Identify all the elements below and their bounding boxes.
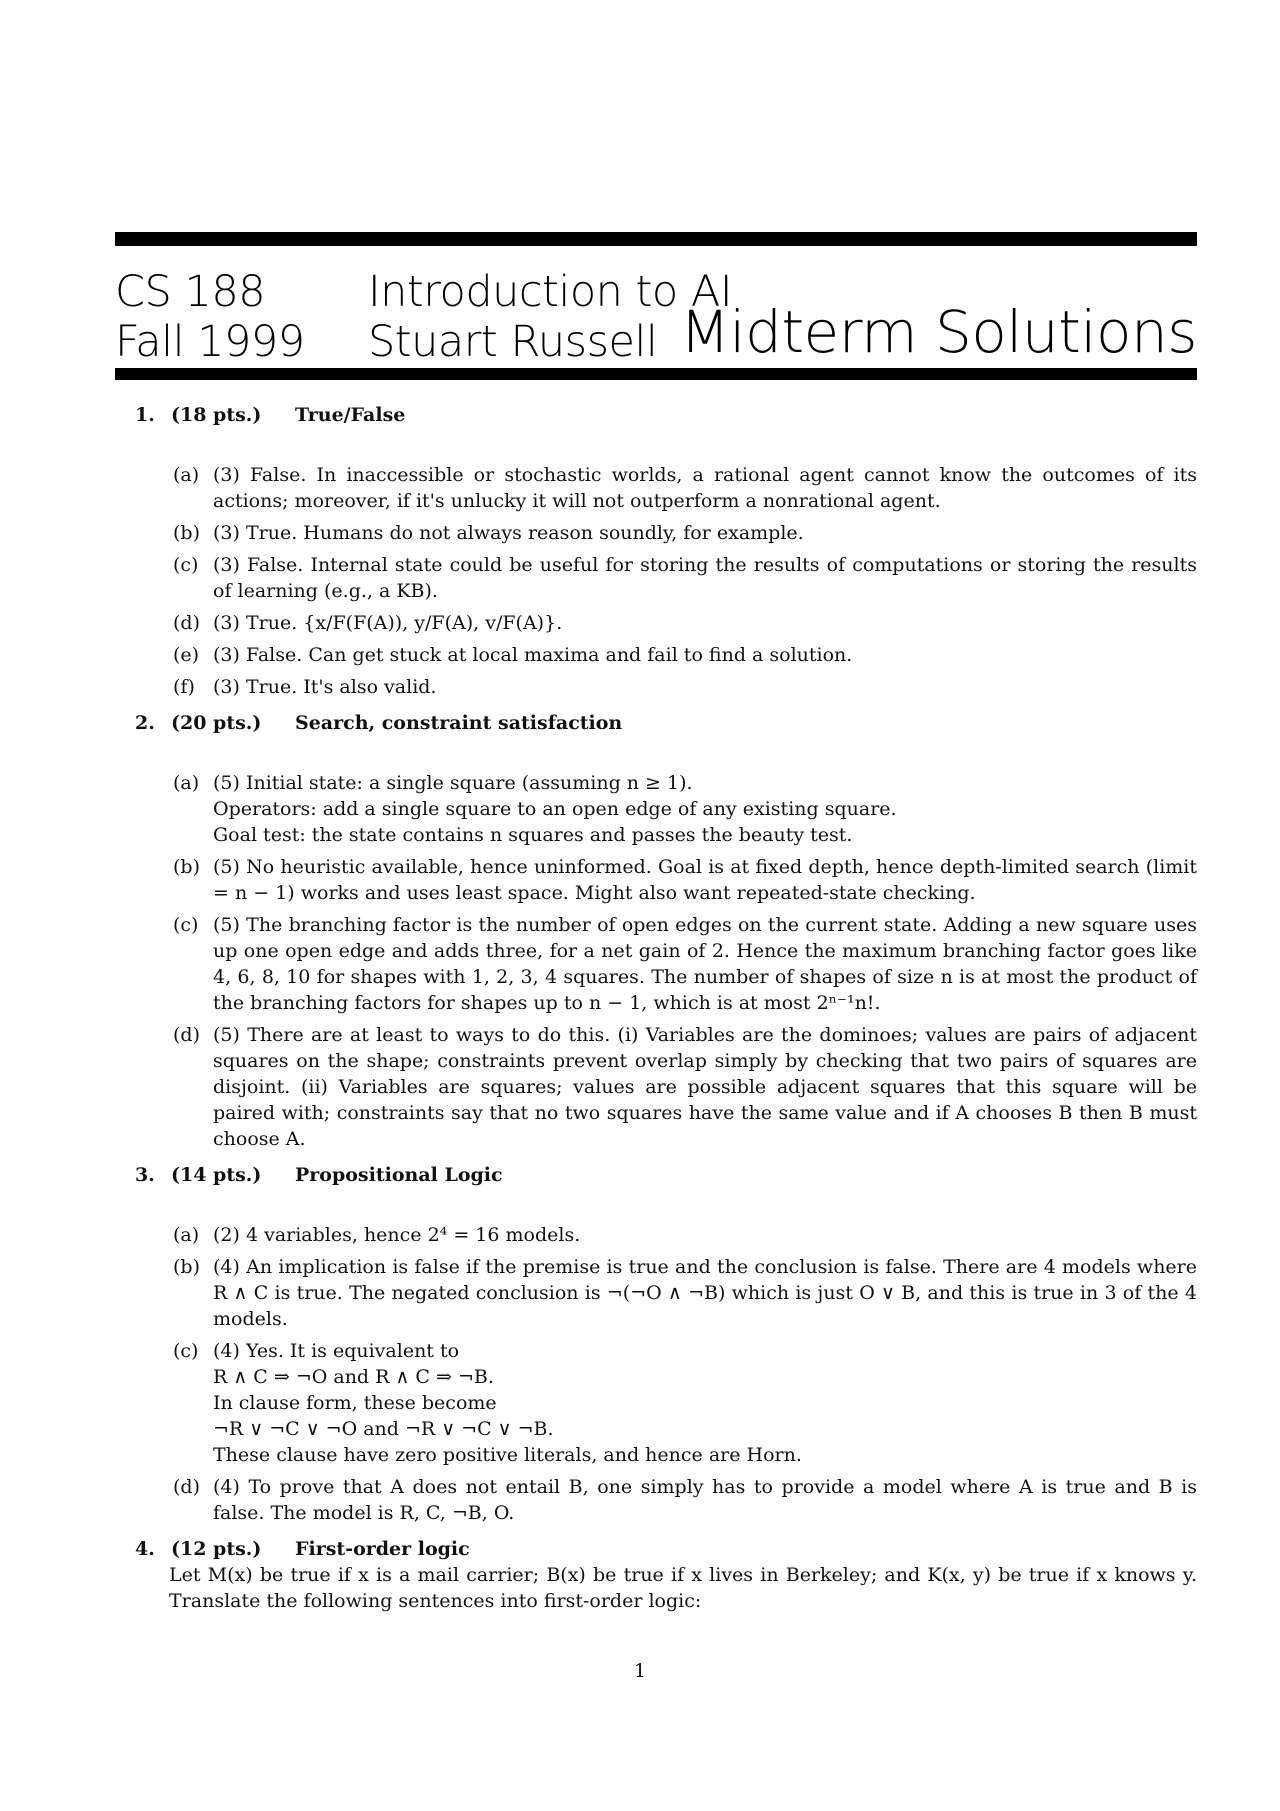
item-body <box>213 1222 1197 1248</box>
section-heading <box>135 1162 1197 1188</box>
item-line: (4) An implication is false if the premise is true and the conclusion is false. There are 4 models where R ∧ C is true. The negated conclusion is ¬(¬O ∧ ¬B) which is just O ∨ B, and this is true in 3 of the 4 models. <box>213 1256 1197 1330</box>
section-heading <box>135 402 1197 428</box>
answer-item <box>173 520 1197 546</box>
item-label: (a) <box>173 1224 200 1246</box>
answer-item <box>173 610 1197 636</box>
item-line: In clause form, these become <box>213 1392 497 1414</box>
item-line: (3) False. Can get stuck at local maxima and fail to find a solution. <box>213 644 853 666</box>
header-rule-bottom <box>115 368 1197 380</box>
item-line: (4) To prove that A does not entail B, one simply has to provide a model where A is true and B is false. The model is R, C, ¬B, O. <box>213 1476 1197 1524</box>
section-number: 3. <box>135 1164 155 1186</box>
section-points: (12 pts.) <box>171 1538 262 1560</box>
item-line: Operators: add a single square to an open edge of any existing square. <box>213 798 897 820</box>
section-true-false <box>135 402 1197 700</box>
item-label: (d) <box>173 612 200 634</box>
item-body <box>213 770 1197 848</box>
answer-item <box>173 1254 1197 1332</box>
item-line: (3) True. Humans do not always reason soundly, for example. <box>213 522 804 544</box>
section-heading <box>135 710 1197 736</box>
answer-list <box>135 462 1197 700</box>
item-line: (3) True. {x/F(F(A)), y/F(A), v/F(A)}. <box>213 612 563 634</box>
answer-item <box>173 552 1197 604</box>
item-body <box>213 520 1197 546</box>
course-term: Fall 1999 <box>115 317 305 367</box>
item-label: (f) <box>173 676 195 698</box>
section-title: True/False <box>295 404 406 426</box>
item-body <box>213 610 1197 636</box>
section-number: 1. <box>135 404 155 426</box>
item-label: (c) <box>173 1340 199 1362</box>
page-number: 1 <box>633 1660 647 1682</box>
item-line: (3) True. It's also valid. <box>213 676 437 698</box>
item-body <box>213 1474 1197 1526</box>
section-points: (18 pts.) <box>171 404 262 426</box>
answer-item <box>173 462 1197 514</box>
answer-item <box>173 770 1197 848</box>
item-label: (a) <box>173 772 200 794</box>
section-number: 2. <box>135 712 155 734</box>
item-body <box>213 674 1197 700</box>
section-title: First-order logic <box>295 1538 470 1560</box>
answer-item <box>173 854 1197 906</box>
item-line: (5) No heuristic available, hence uninformed. Goal is at fixed depth, hence depth-limited search (limit = n − 1) works and uses least space. Might also want repeated-state checking. <box>213 856 1197 904</box>
section-points: (20 pts.) <box>171 712 262 734</box>
answer-item <box>173 674 1197 700</box>
section-search <box>135 710 1197 1152</box>
answer-item <box>173 1474 1197 1526</box>
section-heading <box>135 1536 1197 1562</box>
item-body <box>213 1338 1197 1468</box>
item-line: (5) Initial state: a single square (assuming n ≥ 1). <box>213 772 693 794</box>
answer-list <box>135 1222 1197 1526</box>
item-line: (3) False. Internal state could be useful for storing the results of computations or storing the results of learning (e.g., a KB). <box>213 554 1197 602</box>
item-label: (d) <box>173 1024 200 1046</box>
item-body <box>213 912 1197 1016</box>
answer-item <box>173 1338 1197 1468</box>
item-body <box>213 552 1197 604</box>
item-line: (2) 4 variables, hence 2⁴ = 16 models. <box>213 1224 581 1246</box>
item-body <box>213 642 1197 668</box>
item-label: (e) <box>173 644 200 666</box>
section-points: (14 pts.) <box>171 1164 262 1186</box>
item-label: (d) <box>173 1476 200 1498</box>
answer-item <box>173 1222 1197 1248</box>
course-title: Introduction to AI <box>368 267 732 317</box>
item-label: (c) <box>173 554 199 576</box>
course-code: CS 188 <box>115 267 266 317</box>
section-propositional-logic <box>135 1162 1197 1526</box>
item-body <box>213 1022 1197 1152</box>
section-number: 4. <box>135 1538 155 1560</box>
section-first-order-logic <box>135 1536 1197 1614</box>
item-label: (b) <box>173 856 200 878</box>
content <box>135 402 1197 1624</box>
item-line: R ∧ C ⇒ ¬O and R ∧ C ⇒ ¬B. <box>213 1366 494 1388</box>
item-body <box>213 854 1197 906</box>
section-intro-text: Let M(x) be true if x is a mail carrier; B(x) be true if x lives in Berkeley; and K(x, y) be true if x knows y. Translate the following sentences into first-order logic: <box>169 1564 1197 1612</box>
item-label: (b) <box>173 522 200 544</box>
header-rule-top <box>115 232 1197 246</box>
item-label: (b) <box>173 1256 200 1278</box>
answer-item <box>173 1022 1197 1152</box>
item-line: (4) Yes. It is equivalent to <box>213 1340 460 1362</box>
item-label: (c) <box>173 914 199 936</box>
section-title: Search, constraint satisfaction <box>295 712 623 734</box>
item-line: (3) False. In inaccessible or stochastic worlds, a rational agent cannot know the outcomes of its actions; moreover, if it's unlucky it will not outperform a nonrational agent. <box>213 464 1197 512</box>
item-body <box>213 462 1197 514</box>
section-title: Propositional Logic <box>295 1164 503 1186</box>
item-label: (a) <box>173 464 200 486</box>
item-line: Goal test: the state contains n squares and passes the beauty test. <box>213 824 853 846</box>
answer-list <box>135 770 1197 1152</box>
item-line: ¬R ∨ ¬C ∨ ¬O and ¬R ∨ ¬C ∨ ¬B. <box>213 1418 554 1440</box>
item-line: (5) There are at least to ways to do this. (i) Variables are the dominoes; values are pairs of adjacent squares on the shape; constraints prevent overlap simply by checking that two pairs of squares are disjoint. (ii) Variables are squares; values are possible adjacent squares that this square will be paired with; constraints say that no two squares have the same value and if A chooses B then B must choose A. <box>213 1024 1197 1150</box>
item-line: (5) The branching factor is the number of open edges on the current state. Adding a new square uses up one open edge and adds three, for a net gain of 2. Hence the maximum branching factor goes like 4, 6, 8, 10 for shapes with 1, 2, 3, 4 squares. The number of shapes of size n is at most the product of the branching factors for shapes up to n − 1, which is at most 2ⁿ⁻¹n!. <box>213 914 1197 1014</box>
item-body <box>213 1254 1197 1332</box>
answer-item <box>173 912 1197 1016</box>
answer-item <box>173 642 1197 668</box>
document-title: Midterm Solutions <box>679 298 1197 366</box>
instructor-name: Stuart Russell <box>368 317 658 367</box>
item-line: These clause have zero positive literals, and hence are Horn. <box>213 1444 802 1466</box>
